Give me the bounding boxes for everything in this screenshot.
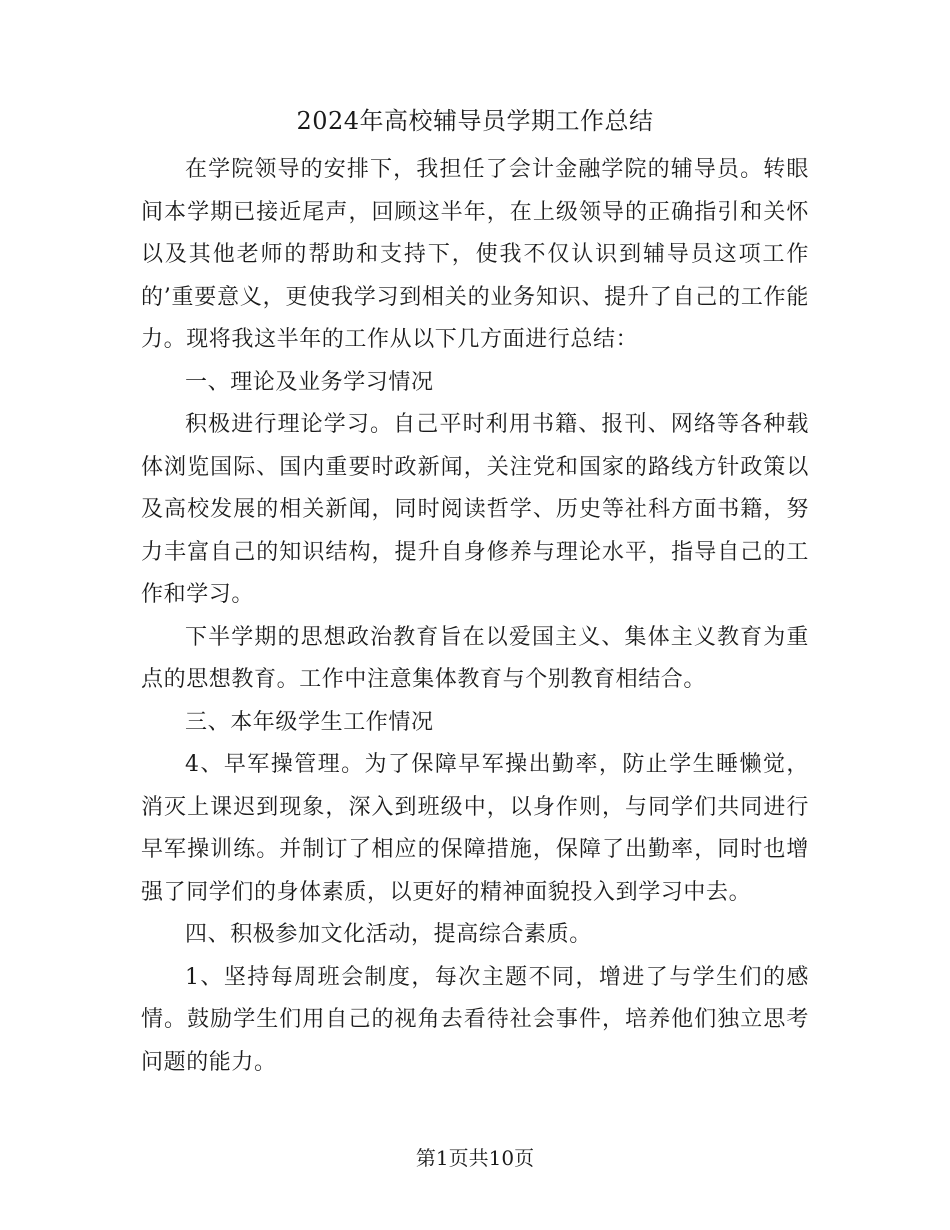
- section-heading-theory: 一、理论及业务学习情况: [185, 369, 434, 395]
- section-heading-cultural-activities: 四、积极参加文化活动，提高综合素质。: [185, 922, 592, 947]
- paragraph-morning-drill: 4、早军操管理。为了保障早军操出勤率，防止学生睡懒觉，消灭上课迟到现象，深入到班级中，以身作则，与同学们共同进行早军操训练。并制订了相应的保障措施，保障了出勤率，同时也增强了同学们的身体素质，以更好的精神面貌投入到学习中去。: [141, 752, 809, 905]
- page-number: 第1页共10页: [415, 1146, 535, 1170]
- document-body: [141, 149, 809, 1084]
- paragraph-class-meeting: 1、坚持每周班会制度，每次主题不同，增进了与学生们的感情。鼓励学生们用自己的视角去看待社会事件，培养他们独立思考问题的能力。: [141, 964, 809, 1075]
- paragraph-theory-study: 积极进行理论学习。自己平时利用书籍、报刊、网络等各种载体浏览国际、国内重要时政新闻，关注党和国家的路线方针政策以及高校发展的相关新闻，同时阅读哲学、历史等社科方面书籍，努力丰富自己的知识结构，提升自身修养与理论水平，指导自己的工作和学习。: [141, 412, 809, 607]
- paragraph-political-education: 下半学期的思想政治教育旨在以爱国主义、集体主义教育为重点的思想教育。工作中注意集体教育与个别教育相结合。: [141, 624, 809, 692]
- document-title: 2024年高校辅导员学期工作总结: [296, 107, 654, 135]
- section-heading-grade-work: 三、本年级学生工作情况: [185, 709, 434, 735]
- paragraph-intro: 在学院领导的安排下，我担任了会计金融学院的辅导员。转眼间本学期已接近尾声，回顾这半年，在上级领导的正确指引和关怀以及其他老师的帮助和支持下，使我不仅认识到辅导员这项工作的’重要意义，更使我学习到相关的业务知识、提升了自己的工作能力。现将我这半年的工作从以下几方面进行总结：: [141, 157, 809, 352]
